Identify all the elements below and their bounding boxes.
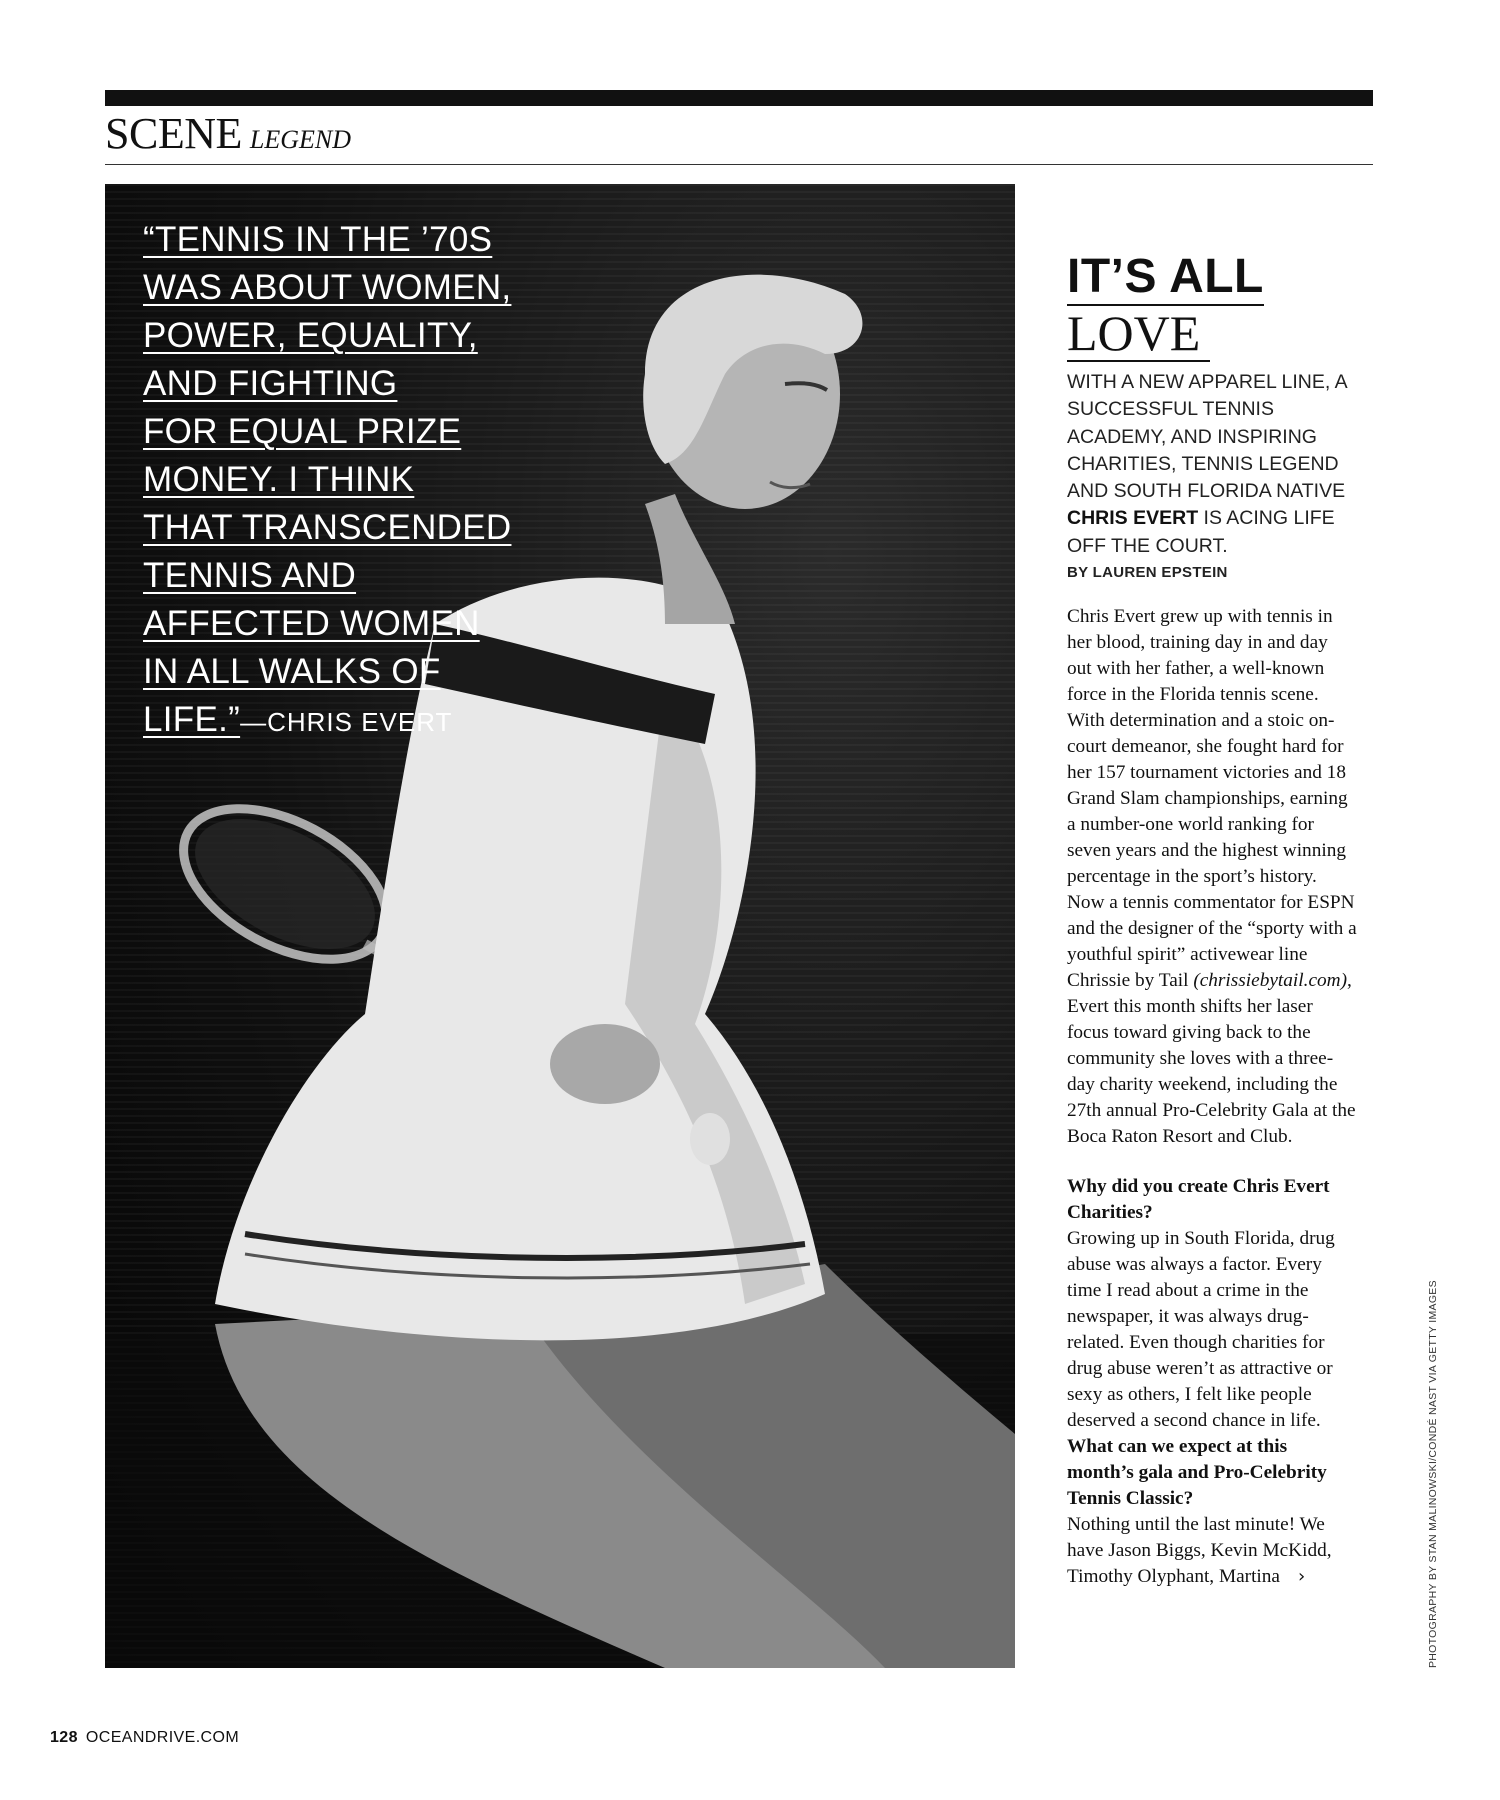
article-headline <box>1067 250 1327 362</box>
pull-quote-line: TENNIS AND <box>143 556 357 595</box>
pull-quote-line: “TENNIS IN THE ’70S <box>143 220 493 259</box>
answer-text: Nothing until the last minute! We have Jason Biggs, Kevin McKidd, Timothy Olyphant, Martina <box>1067 1514 1332 1587</box>
dek-subject-name: CHRIS EVERT <box>1067 507 1199 530</box>
page-folio <box>50 1729 239 1747</box>
dek-text-end: IS ACING LIFE OFF THE COURT. <box>1067 507 1335 557</box>
tennis-player-photo <box>105 184 1015 1668</box>
continue-arrow-icon: › <box>1298 1566 1306 1587</box>
website-link-text: (chrissiebytail.com) <box>1193 970 1347 991</box>
article-body <box>1067 604 1357 1590</box>
interview-question: Why did you create Chris Evert Charities? <box>1067 1176 1330 1223</box>
body-text: , Evert this month shifts her laser focus toward giving back to the community she loves with a three-day charity weekend, including the 27th annual Pro-Celebrity Gala at the Boca Raton Resort and Club. <box>1067 970 1356 1147</box>
pull-quote-line: THAT TRANSCENDED <box>143 508 512 547</box>
body-paragraph <box>1067 604 1357 1150</box>
section-name: SCENE <box>105 109 242 158</box>
pull-quote <box>143 216 523 746</box>
pull-quote-line: FOR EQUAL PRIZE <box>143 412 462 451</box>
article-dek <box>1067 369 1357 586</box>
byline: BY LAUREN EPSTEIN <box>1067 564 1228 582</box>
site-name: OCEANDRIVE.COM <box>85 1729 240 1746</box>
pull-quote-line: IN ALL WALKS OF <box>143 652 441 691</box>
pull-quote-line: AFFECTED WOMEN <box>143 604 480 643</box>
pull-quote-line: MONEY. I THINK <box>143 460 415 499</box>
interview-answer: Growing up in South Florida, drug abuse was always a factor. Every time I read about a crime in the newspaper, it was always drug-related. Even though charities for drug abuse weren’t as attractive or sexy as others, I felt like people deserved a second chance in life. <box>1067 1228 1335 1431</box>
top-rule <box>105 90 1373 106</box>
dek-text: WITH A NEW APPAREL LINE, A SUCCESSFUL TENNIS ACADEMY, AND INSPIRING CHARITIES, TENNIS LEGEND AND SOUTH FLORIDA NATIVE <box>1067 371 1347 503</box>
pull-quote-line: POWER, EQUALITY, <box>143 316 478 355</box>
section-subtitle: LEGEND <box>249 125 351 154</box>
pull-quote-line: LIFE.” <box>143 700 241 739</box>
pull-quote-line: WAS ABOUT WOMEN, <box>143 268 512 307</box>
page-number: 128 <box>50 1729 78 1746</box>
section-header <box>105 108 1373 165</box>
pull-quote-attribution: —CHRIS EVERT <box>240 707 453 737</box>
pull-quote-last-line <box>143 696 523 746</box>
interview-answer <box>1067 1512 1357 1590</box>
headline-line-1: IT’S ALL <box>1067 250 1264 306</box>
body-text: Chris Evert grew up with tennis in her blood, training day in and day out with her father, a well-known force in the Florida tennis scene. With determination and a stoic on-court demeanor, she fought hard for her 157 tournament victories and 18 Grand Slam championships, earning a number-one world ranking for seven years and the highest winning percentage in the sport’s history. Now a tennis commentator for ESPN and the designer of the “sporty with a youthful spirit” activewear line Chrissie by Tail <box>1067 606 1357 991</box>
pull-quote-line: AND FIGHTING <box>143 364 398 403</box>
interview-question: What can we expect at this month’s gala and Pro-Celebrity Tennis Classic? <box>1067 1436 1327 1509</box>
headline-line-2: LOVE <box>1067 306 1210 362</box>
photo-credit: PHOTOGRAPHY BY STAN MALINOWSKI/CONDÉ NAST VIA GETTY IMAGES <box>1427 1280 1439 1668</box>
